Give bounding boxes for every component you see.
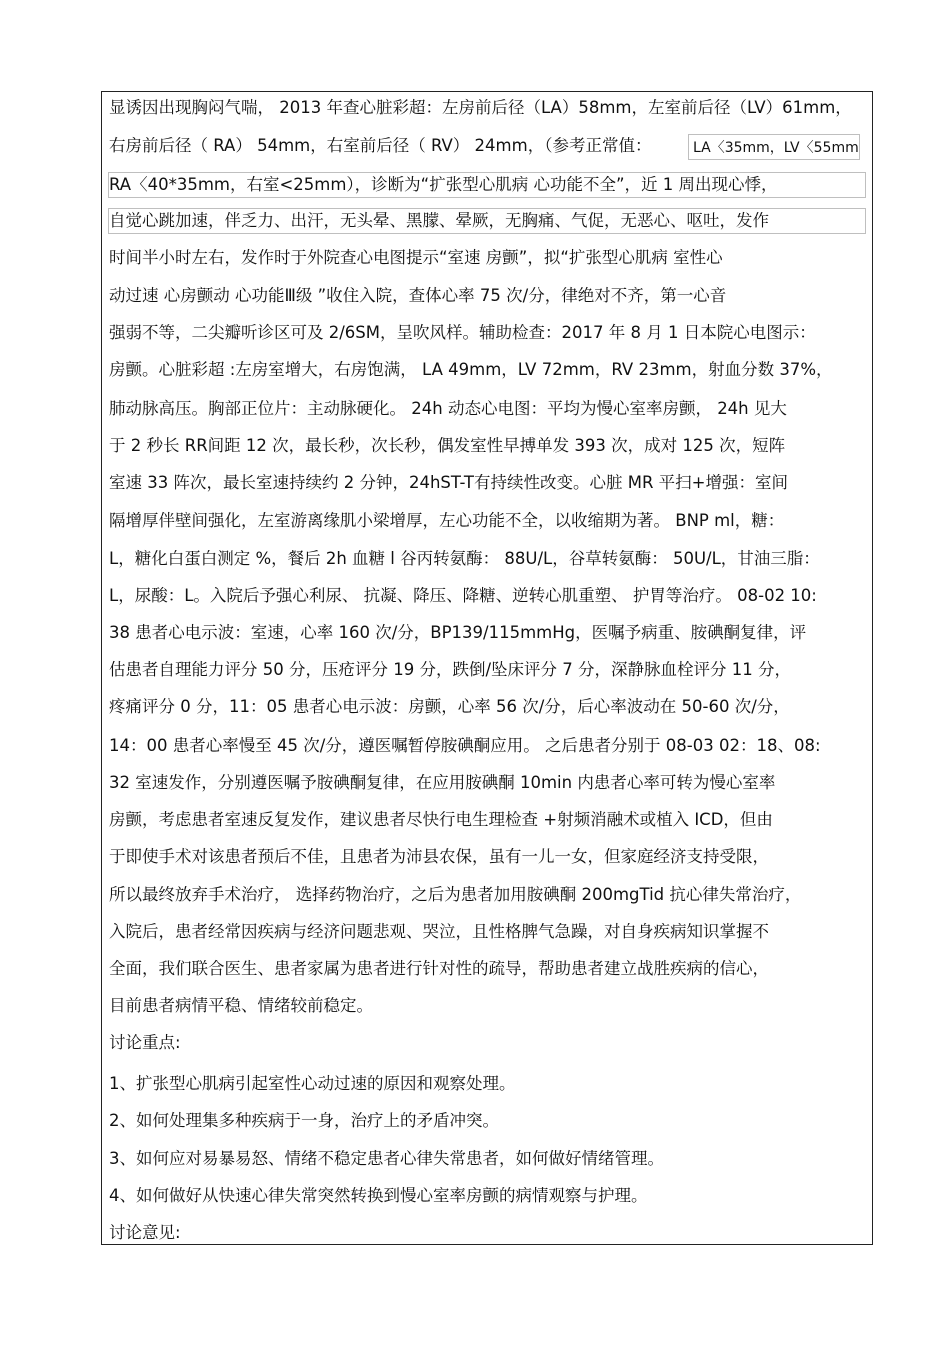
reference-values-text: LA〈35mm，LV〈55mm xyxy=(693,140,859,156)
case-text-line: 自觉心跳加速，伴乏力、出汗，无头晕、黑朦、晕厥，无胸痛、气促，无恶心、呕吐，发作 xyxy=(109,211,769,230)
case-text-line: 动过速 心房颤动 心功能Ⅲ级 ”收住入院，查体心率 75 次/分，律绝对不齐，第一心音 xyxy=(109,286,727,305)
case-text-line: 室速 33 阵次，最长室速持续约 2 分钟，24hST-T有持续性改变。心脏 MR 平扫+增强：室间 xyxy=(109,473,788,492)
case-text-line: 于 2 秒长 RR间距 12 次，最长秒，次长秒，偶发室性早搏单发 393 次，成对 125 次，短阵 xyxy=(109,436,786,455)
case-text-line: 38 患者心电示波：室速，心率 160 次/分，BP139/115mmHg，医嘱予病重、胺碘酮复律，评 xyxy=(109,623,807,642)
case-text-line: 右房前后径（ RA） 54mm，右室前后径（ RV） 24mm，（参考正常值： xyxy=(109,136,652,155)
case-text-line: 房颤。心脏彩超 :左房室增大，右房饱满， LA 49mm，LV 72mm，RV 23mm，射血分数 37%， xyxy=(109,360,833,379)
discussion-point: 3、如何应对易暴易怒、情绪不稳定患者心律失常患者，如何做好情绪管理。 xyxy=(109,1149,664,1168)
discussion-heading: 讨论重点: xyxy=(109,1033,181,1052)
case-text-line: L，糖化白蛋白测定 %，餐后 2h 血糖 l 谷丙转氨酶： 88U/L，谷草转氨酶： 50U/L，甘油三脂： xyxy=(109,549,820,568)
case-text-line: 所以最终放弃手术治疗， 选择药物治疗，之后为患者加用胺碘酮 200mgTid 抗心律失常治疗， xyxy=(109,885,802,904)
case-text-line: 全面，我们联合医生、患者家属为患者进行针对性的疏导，帮助患者建立战胜疾病的信心， xyxy=(109,959,769,978)
case-text-line: 于即使手术对该患者预后不佳，且患者为沛县农保，虽有一儿一女，但家庭经济支持受限， xyxy=(109,847,769,866)
case-text-line: 强弱不等，二尖瓣听诊区可及 2/6SM，呈吹风样。辅助检查：2017 年 8 月 1 日本院心电图示： xyxy=(109,323,816,342)
case-text-line: 疼痛评分 0 分，11：05 患者心电示波：房颤，心率 56 次/分，后心率波动在 50-60 次/分， xyxy=(109,697,790,716)
case-text-line: 时间半小时左右，发作时于外院查心电图提示“室速 房颤”，拟“扩张型心肌病 室性心 xyxy=(109,248,723,267)
case-text-line: 目前患者病情平稳、情绪较前稳定。 xyxy=(109,996,373,1015)
discussion-point: 1、扩张型心肌病引起室性心动过速的原因和观察处理。 xyxy=(109,1074,516,1093)
case-text-line: L，尿酸：L。入院后予强心利尿、 抗凝、降压、降糖、逆转心肌重塑、 护胃等治疗。 08-02 10: xyxy=(109,586,817,605)
case-text-line: 隔增厚伴壁间强化，左室游离缘肌小梁增厚，左心功能不全，以收缩期为著。 BNP ml，糖： xyxy=(109,511,785,530)
discussion-point: 4、如何做好从快速心律失常突然转换到慢心室率房颤的病情观察与护理。 xyxy=(109,1186,648,1205)
case-text-line: 32 室速发作，分别遵医嘱予胺碘酮复律，在应用胺碘酮 10min 内患者心率可转为慢心室率 xyxy=(109,773,776,792)
case-text-line: 肺动脉高压。胸部正位片：主动脉硬化。 24h 动态心电图：平均为慢心室率房颤， 24h 见大 xyxy=(109,399,787,418)
case-text-line: 房颤，考虑患者室速反复发作，建议患者尽快行电生理检查 +射频消融术或植入 ICD，但由 xyxy=(109,810,773,829)
case-text-line: 14：00 患者心率慢至 45 次/分，遵医嘱暂停胺碘酮应用。 之后患者分别于 08-03 02：18、08: xyxy=(109,736,821,755)
case-text-line: 入院后，患者经常因疾病与经济问题悲观、哭泣，且性格脾气急躁，对自身疾病知识掌握不 xyxy=(109,922,769,941)
discussion-opinion-heading: 讨论意见: xyxy=(109,1223,181,1242)
case-text-line: RA〈40*35mm，右室<25mm），诊断为“扩张型心肌病 心功能不全”，近 1 周出现心悸， xyxy=(109,175,778,194)
discussion-point: 2、如何处理集多种疾病于一身，治疗上的矛盾冲突。 xyxy=(109,1111,499,1130)
case-text-line: 显诱因出现胸闷气喘， 2013 年查心脏彩超：左房前后径（LA）58mm，左室前后径（LV）61mm， xyxy=(109,98,852,117)
case-text-line: 估患者自理能力评分 50 分，压疮评分 19 分，跌倒/坠床评分 7 分，深静脉血栓评分 11 分， xyxy=(109,660,792,679)
